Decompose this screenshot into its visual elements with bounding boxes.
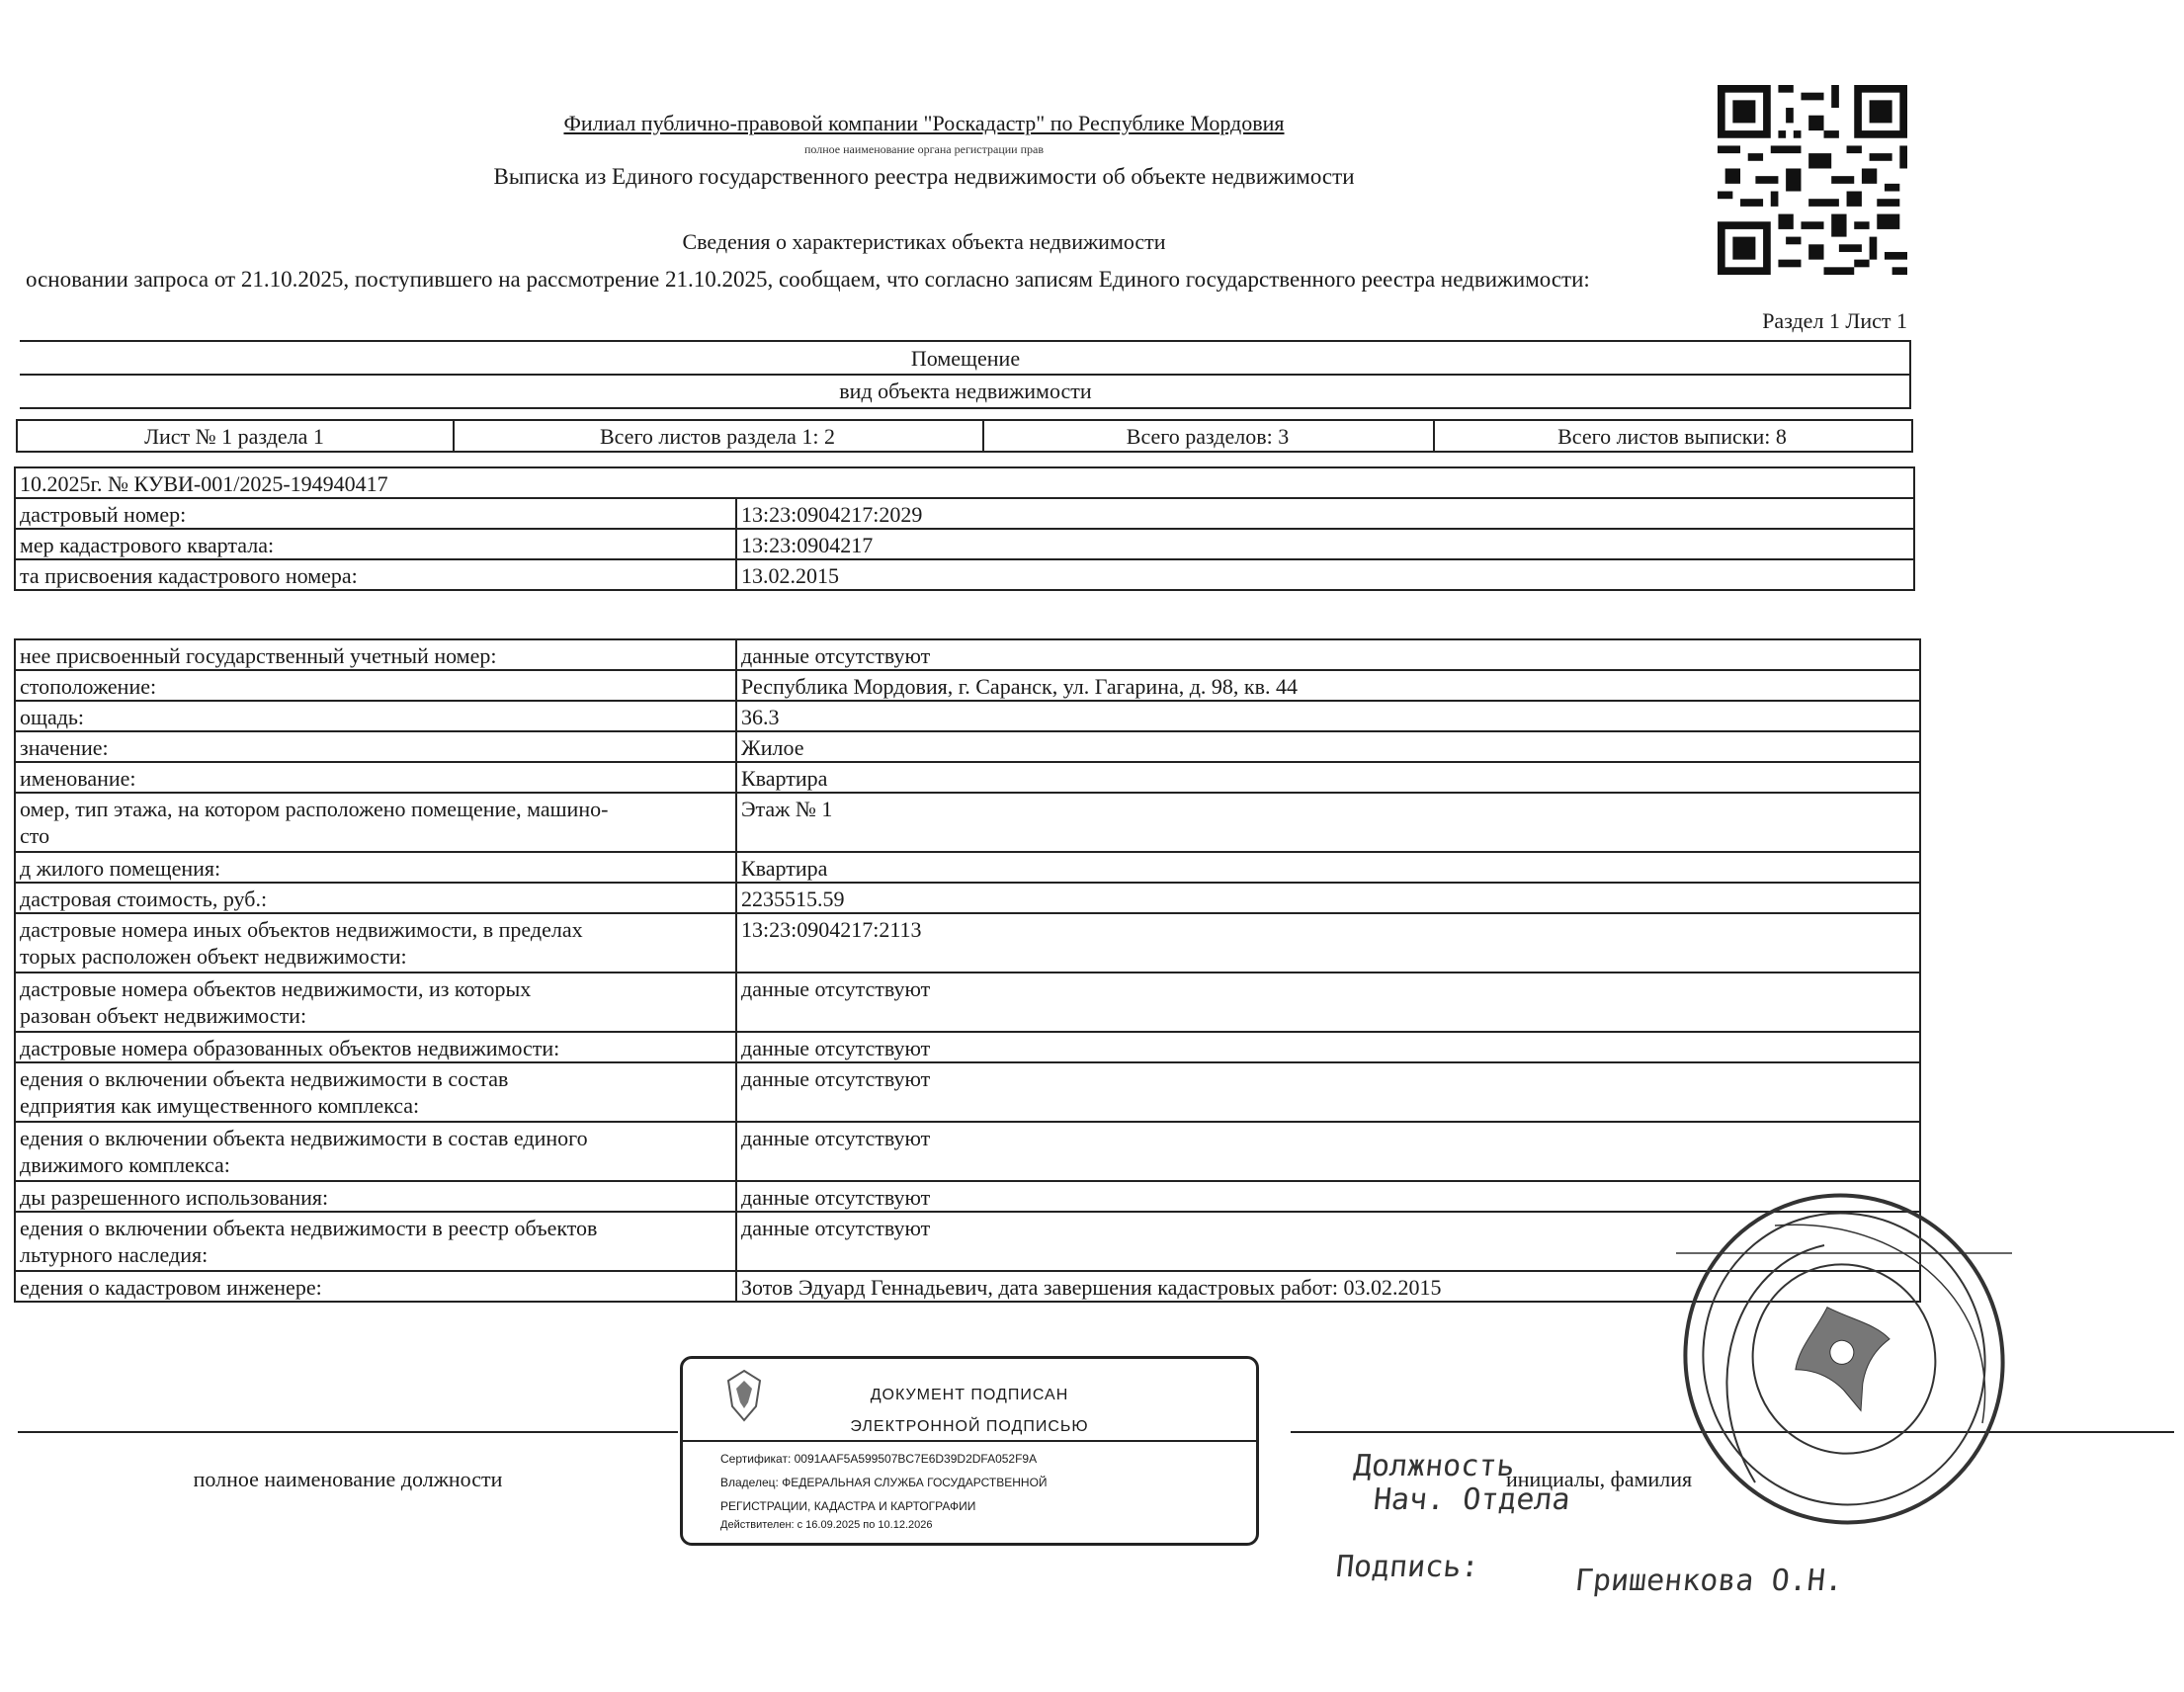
cadastral-table <box>14 466 1915 591</box>
row-value: 13:23:0904217:2113 <box>736 913 1920 973</box>
row-label: стоположение: <box>15 670 736 701</box>
request-number: 10.2025г. № КУВИ-001/2025-194940417 <box>15 467 1914 498</box>
row-value: Квартира <box>736 762 1920 793</box>
table-row <box>15 1032 1920 1062</box>
row-label: едения о включении объекта недвижимости в реестр объектов льтурного наследия: <box>15 1212 736 1271</box>
stamp-title: ДОКУМЕНТ ПОДПИСАН <box>870 1387 1069 1403</box>
row-value: данные отсутствуют <box>736 1122 1920 1181</box>
row-label: ощадь: <box>15 701 736 731</box>
table-row <box>15 883 1920 913</box>
row-label: значение: <box>15 731 736 762</box>
sheet-reference: Раздел 1 Лист 1 <box>1762 308 1907 333</box>
row-value: данные отсутствуют <box>736 1181 1920 1212</box>
owner: Владелец: ФЕДЕРАЛЬНАЯ СЛУЖБА ГОСУДАРСТВЕННОЙ <box>720 1476 1048 1489</box>
table-row <box>15 1062 1920 1122</box>
table-row <box>15 1181 1920 1212</box>
row-label: едения о включении объекта недвижимости в состав едприятия как имущественного комплекса: <box>15 1062 736 1122</box>
object-type: Помещение <box>910 346 1021 371</box>
row-label: мер кадастрового квартала: <box>15 529 736 559</box>
organization-caption: полное наименование органа регистрации прав <box>803 142 1045 156</box>
row-label: дастровый номер: <box>15 498 736 529</box>
owner-continued: РЕГИСТРАЦИИ, КАДАСТРА И КАРТОГРАФИИ <box>720 1499 976 1513</box>
table-row <box>15 701 1920 731</box>
row-value: 13:23:0904217:2029 <box>736 498 1914 529</box>
table-row <box>15 1122 1920 1181</box>
divider <box>20 407 1911 409</box>
row-value: данные отсутствуют <box>736 1032 1920 1062</box>
table-row <box>15 762 1920 793</box>
row-label: дастровые номера объектов недвижимости, из которых разован объект недвижимости: <box>15 973 736 1032</box>
table-row <box>15 852 1920 883</box>
divider <box>20 374 1911 376</box>
row-label: та присвоения кадастрового номера: <box>15 559 736 590</box>
row-label: дастровая стоимость, руб.: <box>15 883 736 913</box>
hand-position-value: Нач. Отдела <box>1372 1482 1572 1517</box>
table-row <box>15 498 1914 529</box>
row-value: данные отсутствуют <box>736 1212 1920 1271</box>
divider <box>1909 340 1911 409</box>
divider <box>20 340 1911 342</box>
document-title: Выписка из Единого государственного реестра недвижимости об объекте недвижимости <box>493 164 1355 189</box>
row-label: дастровые номера образованных объектов недвижимости: <box>15 1032 736 1062</box>
hand-position: Должность <box>1352 1449 1517 1483</box>
table-row <box>15 1271 1920 1302</box>
certificate: Сертификат: 0091AAF5A599507BC7E6D39D2DFA052F9A <box>720 1452 1038 1466</box>
organization-name: Филиал публично-правовой компании "Роскадастр" по Республике Мордовия <box>563 111 1285 135</box>
row-value: 2235515.59 <box>736 883 1920 913</box>
row-value: 13.02.2015 <box>736 559 1914 590</box>
stamp-subtitle: ЭЛЕКТРОННОЙ ПОДПИСЬЮ <box>850 1418 1089 1435</box>
object-type-caption: вид объекта недвижимости <box>839 379 1092 403</box>
row-label: ды разрешенного использования: <box>15 1181 736 1212</box>
table-row <box>15 731 1920 762</box>
official-seal <box>1676 1186 2012 1532</box>
row-value: данные отсутствуют <box>736 973 1920 1032</box>
hand-signature-label: Подпись: <box>1334 1550 1481 1584</box>
intro-text: основании запроса от 21.10.2025, поступившего на рассмотрение 21.10.2025, сообщаем, что согласно записям Единого государственного реестра недвижимости: <box>26 267 1590 292</box>
total-section-sheets: Всего листов раздела 1: 2 <box>454 420 983 452</box>
table-row <box>15 670 1920 701</box>
validity: Действителен: с 16.09.2025 по 10.12.2026 <box>720 1519 933 1531</box>
row-value: 36.3 <box>736 701 1920 731</box>
row-label: едения о включении объекта недвижимости в состав единого движимого комплекса: <box>15 1122 736 1181</box>
characteristics-table <box>14 638 1921 1303</box>
position-caption: полное наименование должности <box>193 1467 503 1491</box>
row-label: омер, тип этажа, на котором расположено помещение, машино- сто <box>15 793 736 852</box>
row-label: д жилого помещения: <box>15 852 736 883</box>
row-value: Зотов Эдуард Геннадьевич, дата завершения кадастровых работ: 03.02.2015 <box>736 1271 1920 1302</box>
position-line <box>18 1431 678 1433</box>
row-label: едения о кадастровом инженере: <box>15 1271 736 1302</box>
hand-name: Гришенкова О.Н. <box>1573 1564 1845 1598</box>
table-row <box>15 1212 1920 1271</box>
row-label: дастровые номера иных объектов недвижимости, в пределах торых расположен объект недвижимости: <box>15 913 736 973</box>
sheets-table <box>16 419 1913 453</box>
total-sheets: Всего листов выписки: 8 <box>1434 420 1912 452</box>
table-row <box>15 973 1920 1032</box>
row-label: именование: <box>15 762 736 793</box>
total-sections: Всего разделов: 3 <box>983 420 1434 452</box>
row-value: Этаж № 1 <box>736 793 1920 852</box>
row-label: нее присвоенный государственный учетный номер: <box>15 639 736 670</box>
table-row <box>15 559 1914 590</box>
row-value: Жилое <box>736 731 1920 762</box>
table-row <box>15 913 1920 973</box>
table-row <box>15 793 1920 852</box>
electronic-signature-stamp <box>680 1356 1259 1546</box>
divider <box>683 1440 1256 1442</box>
sheet-number: Лист № 1 раздела 1 <box>17 420 454 452</box>
row-value: Квартира <box>736 852 1920 883</box>
section-title: Сведения о характеристиках объекта недвижимости <box>682 229 1166 254</box>
row-value: Республика Мордовия, г. Саранск, ул. Гагарина, д. 98, кв. 44 <box>736 670 1920 701</box>
table-row <box>15 529 1914 559</box>
initials-caption: инициалы, фамилия <box>1506 1467 1693 1491</box>
row-value: 13:23:0904217 <box>736 529 1914 559</box>
row-value: данные отсутствуют <box>736 1062 1920 1122</box>
row-value: данные отсутствуют <box>736 639 1920 670</box>
table-row <box>15 639 1920 670</box>
